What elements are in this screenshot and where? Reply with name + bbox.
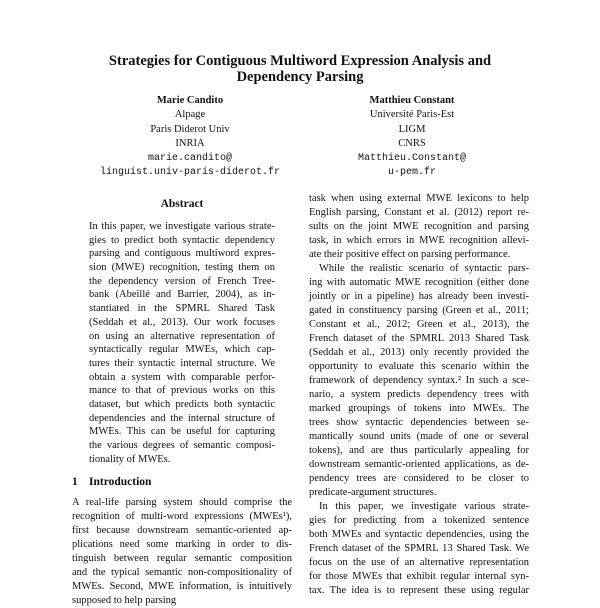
body-line: first because downstream semantic-oriented ap-	[72, 525, 292, 536]
body-line: for those MWEs that exhibit regular internal syn-	[309, 571, 529, 582]
author-affiliation: LIGM	[398, 123, 426, 135]
author-affiliation: CNRS	[398, 138, 426, 150]
body-line: supposed to help parsing	[72, 595, 177, 606]
body-line: tinguish between regular semantic composition	[72, 553, 292, 564]
abstract-line: obtain a system with comparable perfor-	[89, 371, 275, 383]
body-line: tax. The idea is to represent these using regular	[309, 585, 529, 596]
abstract-line: mance to that of previous works on this	[89, 385, 275, 397]
abstract-line: the various degrees of semantic composi-	[89, 440, 275, 451]
abstract-text	[89, 220, 275, 466]
abstract-line: tures their syntactic internal structure. We	[89, 357, 275, 369]
body-line: marked groupings of tokens into MWEs. The	[309, 403, 529, 414]
abstract-line: dataset, but which predicts both syntactic	[89, 398, 275, 410]
author-email: u-pem.fr	[387, 166, 436, 178]
abstract-line: sion (MWE) recognition, testing them on	[89, 262, 275, 274]
body-line: downstream semantic-oriented applications, as de-	[309, 459, 529, 470]
author-affiliation: INRIA	[175, 138, 205, 150]
body-line: English parsing, Constant et al. (2012) report re-	[309, 207, 529, 218]
abstract-line: MWEs. This can be useful for capturing	[89, 426, 275, 438]
author-affiliation: Université Paris-Est	[369, 109, 455, 121]
author-email: Matthieu.Constant@	[357, 152, 467, 164]
abstract-line: bank (Abeillé and Barrier, 2004), as in-	[89, 289, 275, 301]
abstract-line: (Seddah et al., 2013). Our work focuses	[89, 316, 275, 328]
body-line: and the typical semantic non-compositionality of	[72, 567, 292, 578]
paper-title-line: Strategies for Contiguous Multiword Expression Analysis and	[108, 53, 492, 69]
abstract-line: on using an alternative representation of	[89, 330, 275, 342]
author-affiliation: Alpage	[174, 109, 206, 121]
author-block-candito	[80, 94, 300, 180]
body-line: opportunity to evaluate this scenario within the	[309, 361, 529, 372]
body-line: gies for predicting from a tokenized sentence	[309, 515, 529, 526]
body-line: In this paper, we investigate various strate-	[319, 501, 529, 512]
body-line: tokens), and are thus particularly appealing for	[309, 445, 529, 456]
body-line: framework of dependency syntax.² In such a sce-	[309, 375, 529, 386]
abstract-heading: Abstract	[160, 198, 204, 210]
body-line: predicate-argument structures.	[309, 487, 437, 498]
body-line: pendency trees are considered to be closer to	[309, 473, 529, 484]
right-paragraph-3	[309, 500, 529, 598]
paper-title-line: Dependency Parsing	[236, 69, 364, 85]
right-paragraph-2	[309, 262, 529, 500]
author-email: linguist.univ-paris-diderot.fr	[99, 166, 281, 178]
body-line: MWEs. Second, MWE information, is intuitively	[72, 581, 292, 592]
introduction-paragraph	[72, 496, 292, 606]
body-line: both MWEs and syntactic dependencies, using the	[309, 529, 529, 540]
right-paragraph-1	[309, 192, 529, 262]
body-line: trees show syntactic dependencies between se-	[309, 417, 529, 428]
body-line: mantically sound units (made of one or several	[309, 431, 529, 442]
section-heading-introduction	[72, 475, 292, 489]
body-line: A real-life parsing system should comprise the	[72, 497, 292, 508]
body-line: task, in which errors in MWE recognition allevi-	[309, 235, 529, 246]
section-number: 1	[72, 476, 78, 488]
paper-title	[0, 53, 600, 85]
abstract-line: the dependency version of French Tree-	[89, 275, 275, 287]
abstract-line: stantiated in the SPMRL Shared Task	[89, 303, 275, 315]
body-line: nario, a system predicts dependency trees with	[309, 389, 529, 400]
section-title: Introduction	[89, 476, 152, 488]
body-line: French dataset of the SPMRL 2013 Shared Task	[309, 333, 529, 344]
author-name: Marie Candito	[156, 95, 224, 106]
abstract-line: syntactically regular MWEs, which cap-	[89, 344, 275, 356]
body-line: jointly or in a pipeline) has already been investi-	[309, 291, 529, 302]
body-line: (Seddah et al., 2013) only recently provided the	[309, 347, 529, 358]
author-block-constant	[302, 94, 522, 180]
body-line: ing with automatic MWE recognition (either done	[309, 277, 529, 288]
abstract-line: parsing and contiguous multiword expres-	[89, 248, 275, 260]
body-line: sults on the joint MWE recognition and parsing	[309, 221, 529, 232]
author-email: marie.candito@	[147, 152, 232, 164]
body-line: Constant et al., 2012; Green et al., 2013), the	[309, 319, 529, 330]
abstract-line: In this paper, we investigate various strate-	[89, 221, 275, 232]
author-name: Matthieu Constant	[369, 95, 455, 106]
right-column	[309, 192, 529, 598]
body-line: recognition of multi-word expressions (MWEs¹),	[72, 511, 292, 522]
body-line: focus on the use of an alternative representation	[309, 557, 529, 568]
abstract-line: gies to predict both syntactic dependency	[89, 234, 275, 246]
body-line: plications need some marking in order to dis-	[72, 539, 292, 550]
body-line: ate their positive effect on parsing performance.	[309, 249, 511, 260]
author-affiliation: Paris Diderot Univ	[150, 123, 230, 135]
abstract-line: tionality of MWEs.	[89, 453, 171, 465]
body-line: While the realistic scenario of syntactic pars-	[319, 263, 529, 274]
body-line: task when using external MWE lexicons to help	[309, 193, 529, 204]
abstract-line: dependencies and the internal structure of	[89, 412, 275, 424]
body-line: gated in constituency parsing (Green et al., 2011;	[309, 305, 529, 316]
body-line: French dataset of the SPMRL 13 Shared Task. We	[309, 543, 529, 554]
